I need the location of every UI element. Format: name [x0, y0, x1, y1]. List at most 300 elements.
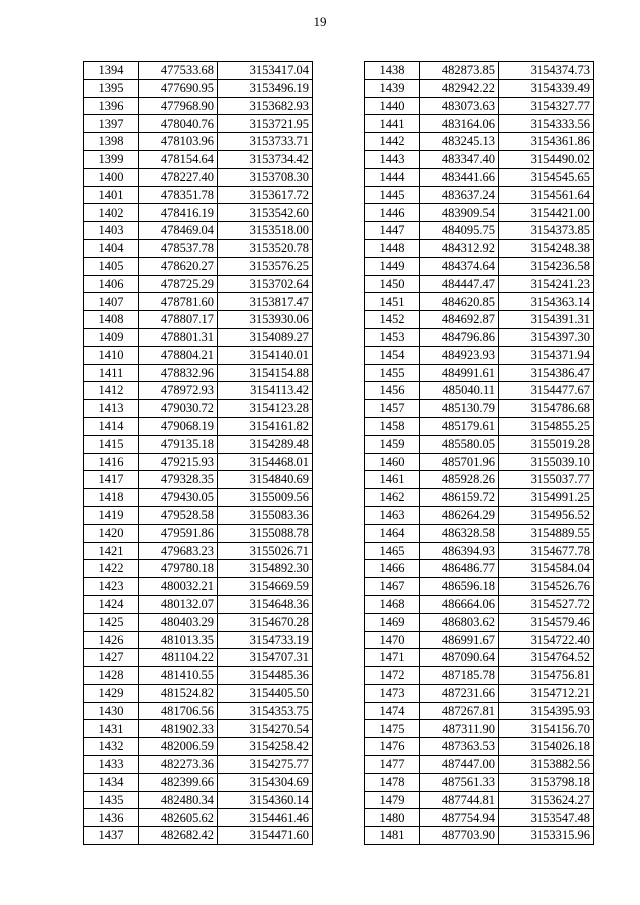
- x-coordinate-cell: 486991.67: [420, 631, 499, 649]
- x-coordinate-cell: 478351.78: [139, 186, 218, 204]
- y-coordinate-cell: 3155083.36: [218, 506, 313, 524]
- point-number-cell: 1409: [84, 328, 139, 346]
- point-number-cell: 1480: [365, 809, 420, 827]
- table-row: [365, 827, 594, 845]
- x-coordinate-cell: 480032.21: [139, 578, 218, 596]
- table-row: [365, 631, 594, 649]
- y-coordinate-cell: 3154236.58: [499, 257, 594, 275]
- x-coordinate-cell: 486394.93: [420, 542, 499, 560]
- table-row: [365, 578, 594, 596]
- x-coordinate-cell: 482942.22: [420, 79, 499, 97]
- x-coordinate-cell: 481013.35: [139, 631, 218, 649]
- x-coordinate-cell: 484447.47: [420, 275, 499, 293]
- x-coordinate-cell: 483073.63: [420, 97, 499, 115]
- point-number-cell: 1474: [365, 702, 420, 720]
- x-coordinate-cell: 481706.56: [139, 702, 218, 720]
- y-coordinate-cell: 3154327.77: [499, 97, 594, 115]
- y-coordinate-cell: 3154669.59: [218, 578, 313, 596]
- point-number-cell: 1397: [84, 115, 139, 133]
- point-number-cell: 1402: [84, 204, 139, 222]
- table-row: [84, 79, 313, 97]
- point-number-cell: 1473: [365, 684, 420, 702]
- point-number-cell: 1400: [84, 168, 139, 186]
- x-coordinate-cell: 483347.40: [420, 150, 499, 168]
- table-row: [365, 328, 594, 346]
- page-number: 19: [313, 14, 327, 29]
- x-coordinate-cell: 483164.06: [420, 115, 499, 133]
- point-number-cell: 1425: [84, 613, 139, 631]
- x-coordinate-cell: 481410.55: [139, 667, 218, 685]
- table-row: [84, 417, 313, 435]
- point-number-cell: 1417: [84, 471, 139, 489]
- y-coordinate-cell: 3154892.30: [218, 560, 313, 578]
- x-coordinate-cell: 487231.66: [420, 684, 499, 702]
- x-coordinate-cell: 479430.05: [139, 489, 218, 507]
- point-number-cell: 1396: [84, 97, 139, 115]
- y-coordinate-cell: 3154648.36: [218, 595, 313, 613]
- x-coordinate-cell: 487447.00: [420, 756, 499, 774]
- point-number-cell: 1450: [365, 275, 420, 293]
- y-coordinate-cell: 3154353.75: [218, 702, 313, 720]
- table-row: [365, 382, 594, 400]
- y-coordinate-cell: 3153708.30: [218, 168, 313, 186]
- table-row: [84, 560, 313, 578]
- y-coordinate-cell: 3154991.25: [499, 489, 594, 507]
- x-coordinate-cell: 484095.75: [420, 222, 499, 240]
- x-coordinate-cell: 477968.90: [139, 97, 218, 115]
- x-coordinate-cell: 479068.19: [139, 417, 218, 435]
- y-coordinate-cell: 3154373.85: [499, 222, 594, 240]
- y-coordinate-cell: 3154405.50: [218, 684, 313, 702]
- y-coordinate-cell: 3154712.21: [499, 684, 594, 702]
- point-number-cell: 1404: [84, 239, 139, 257]
- x-coordinate-cell: 482873.85: [420, 62, 499, 80]
- x-coordinate-cell: 478832.96: [139, 364, 218, 382]
- point-number-cell: 1421: [84, 542, 139, 560]
- y-coordinate-cell: 3154304.69: [218, 773, 313, 791]
- table-row: [365, 649, 594, 667]
- table-row: [365, 150, 594, 168]
- table-row: [365, 311, 594, 329]
- y-coordinate-cell: 3154089.27: [218, 328, 313, 346]
- y-coordinate-cell: 3154764.52: [499, 649, 594, 667]
- table-row: [365, 435, 594, 453]
- y-coordinate-cell: 3153817.47: [218, 293, 313, 311]
- x-coordinate-cell: 482399.66: [139, 773, 218, 791]
- x-coordinate-cell: 477690.95: [139, 79, 218, 97]
- x-coordinate-cell: 486596.18: [420, 578, 499, 596]
- x-coordinate-cell: 486664.06: [420, 595, 499, 613]
- table-row: [365, 417, 594, 435]
- point-number-cell: 1435: [84, 791, 139, 809]
- point-number-cell: 1470: [365, 631, 420, 649]
- x-coordinate-cell: 485701.96: [420, 453, 499, 471]
- point-number-cell: 1468: [365, 595, 420, 613]
- x-coordinate-cell: 487267.81: [420, 702, 499, 720]
- point-number-cell: 1411: [84, 364, 139, 382]
- table-row: [365, 542, 594, 560]
- x-coordinate-cell: 487311.90: [420, 720, 499, 738]
- y-coordinate-cell: 3154339.49: [499, 79, 594, 97]
- table-row: [84, 809, 313, 827]
- table-row: [84, 97, 313, 115]
- point-number-cell: 1465: [365, 542, 420, 560]
- y-coordinate-cell: 3154461.46: [218, 809, 313, 827]
- table-row: [365, 702, 594, 720]
- x-coordinate-cell: 477533.68: [139, 62, 218, 80]
- y-coordinate-cell: 3154756.81: [499, 667, 594, 685]
- x-coordinate-cell: 479030.72: [139, 400, 218, 418]
- point-number-cell: 1476: [365, 738, 420, 756]
- table-row: [365, 115, 594, 133]
- x-coordinate-cell: 478227.40: [139, 168, 218, 186]
- y-coordinate-cell: 3153518.00: [218, 222, 313, 240]
- point-number-cell: 1481: [365, 827, 420, 845]
- y-coordinate-cell: 3155019.28: [499, 435, 594, 453]
- point-number-cell: 1415: [84, 435, 139, 453]
- table-row: [365, 524, 594, 542]
- table-row: [84, 542, 313, 560]
- point-number-cell: 1458: [365, 417, 420, 435]
- y-coordinate-cell: 3154270.54: [218, 720, 313, 738]
- x-coordinate-cell: 485928.26: [420, 471, 499, 489]
- y-coordinate-cell: 3153682.93: [218, 97, 313, 115]
- x-coordinate-cell: 478620.27: [139, 257, 218, 275]
- coordinates-table-right: [364, 61, 594, 845]
- point-number-cell: 1477: [365, 756, 420, 774]
- table-row: [365, 471, 594, 489]
- point-number-cell: 1475: [365, 720, 420, 738]
- table-row: [365, 613, 594, 631]
- table-row: [365, 79, 594, 97]
- table-row: [84, 382, 313, 400]
- y-coordinate-cell: 3155037.77: [499, 471, 594, 489]
- y-coordinate-cell: 3154579.46: [499, 613, 594, 631]
- table-row: [84, 578, 313, 596]
- x-coordinate-cell: 485179.61: [420, 417, 499, 435]
- x-coordinate-cell: 484923.93: [420, 346, 499, 364]
- y-coordinate-cell: 3154156.70: [499, 720, 594, 738]
- y-coordinate-cell: 3153882.56: [499, 756, 594, 774]
- x-coordinate-cell: 483637.24: [420, 186, 499, 204]
- point-number-cell: 1403: [84, 222, 139, 240]
- point-number-cell: 1442: [365, 133, 420, 151]
- point-number-cell: 1462: [365, 489, 420, 507]
- y-coordinate-cell: 3154733.19: [218, 631, 313, 649]
- table-row: [365, 791, 594, 809]
- point-number-cell: 1454: [365, 346, 420, 364]
- table-row: [84, 275, 313, 293]
- x-coordinate-cell: 484374.64: [420, 257, 499, 275]
- y-coordinate-cell: 3154395.93: [499, 702, 594, 720]
- y-coordinate-cell: 3154477.67: [499, 382, 594, 400]
- point-number-cell: 1472: [365, 667, 420, 685]
- point-number-cell: 1414: [84, 417, 139, 435]
- y-coordinate-cell: 3154275.77: [218, 756, 313, 774]
- point-number-cell: 1408: [84, 311, 139, 329]
- x-coordinate-cell: 478537.78: [139, 239, 218, 257]
- point-number-cell: 1436: [84, 809, 139, 827]
- x-coordinate-cell: 487754.94: [420, 809, 499, 827]
- table-row: [365, 684, 594, 702]
- table-row: [365, 667, 594, 685]
- x-coordinate-cell: 478154.64: [139, 150, 218, 168]
- table-row: [365, 400, 594, 418]
- table-row: [84, 756, 313, 774]
- table-row: [84, 435, 313, 453]
- table-row: [84, 186, 313, 204]
- y-coordinate-cell: 3155026.71: [218, 542, 313, 560]
- x-coordinate-cell: 485130.79: [420, 400, 499, 418]
- point-number-cell: 1463: [365, 506, 420, 524]
- point-number-cell: 1427: [84, 649, 139, 667]
- y-coordinate-cell: 3154471.60: [218, 827, 313, 845]
- x-coordinate-cell: 478725.29: [139, 275, 218, 293]
- table-row: [84, 702, 313, 720]
- point-number-cell: 1432: [84, 738, 139, 756]
- y-coordinate-cell: 3154840.69: [218, 471, 313, 489]
- point-number-cell: 1444: [365, 168, 420, 186]
- table-row: [365, 595, 594, 613]
- x-coordinate-cell: 478972.93: [139, 382, 218, 400]
- point-number-cell: 1457: [365, 400, 420, 418]
- y-coordinate-cell: 3154363.14: [499, 293, 594, 311]
- point-number-cell: 1394: [84, 62, 139, 80]
- x-coordinate-cell: 484620.85: [420, 293, 499, 311]
- x-coordinate-cell: 479135.18: [139, 435, 218, 453]
- point-number-cell: 1429: [84, 684, 139, 702]
- point-number-cell: 1446: [365, 204, 420, 222]
- y-coordinate-cell: 3153496.19: [218, 79, 313, 97]
- x-coordinate-cell: 486264.29: [420, 506, 499, 524]
- y-coordinate-cell: 3155088.78: [218, 524, 313, 542]
- table-row: [84, 613, 313, 631]
- point-number-cell: 1453: [365, 328, 420, 346]
- table-row: [84, 204, 313, 222]
- x-coordinate-cell: 486328.58: [420, 524, 499, 542]
- point-number-cell: 1441: [365, 115, 420, 133]
- table-row: [84, 168, 313, 186]
- x-coordinate-cell: 479528.58: [139, 506, 218, 524]
- x-coordinate-cell: 482006.59: [139, 738, 218, 756]
- point-number-cell: 1469: [365, 613, 420, 631]
- x-coordinate-cell: 482480.34: [139, 791, 218, 809]
- y-coordinate-cell: 3154154.88: [218, 364, 313, 382]
- y-coordinate-cell: 3153520.78: [218, 239, 313, 257]
- y-coordinate-cell: 3153733.71: [218, 133, 313, 151]
- x-coordinate-cell: 484692.87: [420, 311, 499, 329]
- x-coordinate-cell: 484991.61: [420, 364, 499, 382]
- x-coordinate-cell: 478416.19: [139, 204, 218, 222]
- table-row: [365, 560, 594, 578]
- x-coordinate-cell: 483441.66: [420, 168, 499, 186]
- table-row: [365, 239, 594, 257]
- table-row: [84, 346, 313, 364]
- x-coordinate-cell: 484796.86: [420, 328, 499, 346]
- y-coordinate-cell: 3155039.10: [499, 453, 594, 471]
- x-coordinate-cell: 482682.42: [139, 827, 218, 845]
- point-number-cell: 1420: [84, 524, 139, 542]
- x-coordinate-cell: 486486.77: [420, 560, 499, 578]
- y-coordinate-cell: 3154289.48: [218, 435, 313, 453]
- point-number-cell: 1438: [365, 62, 420, 80]
- y-coordinate-cell: 3154371.94: [499, 346, 594, 364]
- table-row: [365, 168, 594, 186]
- point-number-cell: 1447: [365, 222, 420, 240]
- point-number-cell: 1406: [84, 275, 139, 293]
- y-coordinate-cell: 3154670.28: [218, 613, 313, 631]
- y-coordinate-cell: 3154889.55: [499, 524, 594, 542]
- table-row: [365, 809, 594, 827]
- y-coordinate-cell: 3154786.68: [499, 400, 594, 418]
- table-row: [84, 506, 313, 524]
- y-coordinate-cell: 3153798.18: [499, 773, 594, 791]
- table-row: [84, 471, 313, 489]
- table-row: [365, 186, 594, 204]
- table-row: [365, 738, 594, 756]
- x-coordinate-cell: 486803.62: [420, 613, 499, 631]
- point-number-cell: 1448: [365, 239, 420, 257]
- x-coordinate-cell: 478040.76: [139, 115, 218, 133]
- y-coordinate-cell: 3154468.01: [218, 453, 313, 471]
- y-coordinate-cell: 3154397.30: [499, 328, 594, 346]
- x-coordinate-cell: 487185.78: [420, 667, 499, 685]
- y-coordinate-cell: 3154485.36: [218, 667, 313, 685]
- y-coordinate-cell: 3153721.95: [218, 115, 313, 133]
- point-number-cell: 1437: [84, 827, 139, 845]
- y-coordinate-cell: 3154140.01: [218, 346, 313, 364]
- point-number-cell: 1471: [365, 649, 420, 667]
- point-number-cell: 1428: [84, 667, 139, 685]
- y-coordinate-cell: 3154584.04: [499, 560, 594, 578]
- y-coordinate-cell: 3153734.42: [218, 150, 313, 168]
- point-number-cell: 1398: [84, 133, 139, 151]
- point-number-cell: 1445: [365, 186, 420, 204]
- table-row: [365, 133, 594, 151]
- y-coordinate-cell: 3154956.52: [499, 506, 594, 524]
- point-number-cell: 1434: [84, 773, 139, 791]
- table-row: [84, 293, 313, 311]
- table-row: [84, 791, 313, 809]
- point-number-cell: 1443: [365, 150, 420, 168]
- table-row: [84, 684, 313, 702]
- table-row: [84, 720, 313, 738]
- table-row: [84, 222, 313, 240]
- y-coordinate-cell: 3154677.78: [499, 542, 594, 560]
- point-number-cell: 1426: [84, 631, 139, 649]
- y-coordinate-cell: 3154561.64: [499, 186, 594, 204]
- point-number-cell: 1422: [84, 560, 139, 578]
- table-row: [84, 133, 313, 151]
- y-coordinate-cell: 3154526.76: [499, 578, 594, 596]
- x-coordinate-cell: 478103.96: [139, 133, 218, 151]
- point-number-cell: 1433: [84, 756, 139, 774]
- point-number-cell: 1405: [84, 257, 139, 275]
- point-number-cell: 1430: [84, 702, 139, 720]
- point-number-cell: 1410: [84, 346, 139, 364]
- table-row: [365, 62, 594, 80]
- point-number-cell: 1464: [365, 524, 420, 542]
- point-number-cell: 1395: [84, 79, 139, 97]
- point-number-cell: 1431: [84, 720, 139, 738]
- x-coordinate-cell: 482273.36: [139, 756, 218, 774]
- table-row: [84, 595, 313, 613]
- x-coordinate-cell: 479591.86: [139, 524, 218, 542]
- y-coordinate-cell: 3155009.56: [218, 489, 313, 507]
- x-coordinate-cell: 479328.35: [139, 471, 218, 489]
- x-coordinate-cell: 485040.11: [420, 382, 499, 400]
- point-number-cell: 1459: [365, 435, 420, 453]
- y-coordinate-cell: 3154113.42: [218, 382, 313, 400]
- table-row: [365, 204, 594, 222]
- point-number-cell: 1413: [84, 400, 139, 418]
- y-coordinate-cell: 3154391.31: [499, 311, 594, 329]
- x-coordinate-cell: 483245.13: [420, 133, 499, 151]
- coordinates-table-left: [83, 61, 313, 845]
- table-row: [365, 257, 594, 275]
- x-coordinate-cell: 480403.29: [139, 613, 218, 631]
- x-coordinate-cell: 478804.21: [139, 346, 218, 364]
- table-row: [84, 62, 313, 80]
- x-coordinate-cell: 483909.54: [420, 204, 499, 222]
- y-coordinate-cell: 3154707.31: [218, 649, 313, 667]
- table-row: [84, 257, 313, 275]
- y-coordinate-cell: 3154374.73: [499, 62, 594, 80]
- y-coordinate-cell: 3153417.04: [218, 62, 313, 80]
- table-row: [84, 649, 313, 667]
- point-number-cell: 1416: [84, 453, 139, 471]
- x-coordinate-cell: 487561.33: [420, 773, 499, 791]
- point-number-cell: 1479: [365, 791, 420, 809]
- x-coordinate-cell: 486159.72: [420, 489, 499, 507]
- x-coordinate-cell: 487090.64: [420, 649, 499, 667]
- y-coordinate-cell: 3153547.48: [499, 809, 594, 827]
- y-coordinate-cell: 3154722.40: [499, 631, 594, 649]
- x-coordinate-cell: 480132.07: [139, 595, 218, 613]
- point-number-cell: 1423: [84, 578, 139, 596]
- table-row: [365, 506, 594, 524]
- y-coordinate-cell: 3154490.02: [499, 150, 594, 168]
- table-row: [84, 400, 313, 418]
- y-coordinate-cell: 3154361.86: [499, 133, 594, 151]
- y-coordinate-cell: 3154248.38: [499, 239, 594, 257]
- table-row: [365, 293, 594, 311]
- x-coordinate-cell: 478807.17: [139, 311, 218, 329]
- point-number-cell: 1451: [365, 293, 420, 311]
- point-number-cell: 1461: [365, 471, 420, 489]
- y-coordinate-cell: 3153542.60: [218, 204, 313, 222]
- x-coordinate-cell: 485580.05: [420, 435, 499, 453]
- y-coordinate-cell: 3154026.18: [499, 738, 594, 756]
- table-row: [84, 827, 313, 845]
- y-coordinate-cell: 3154855.25: [499, 417, 594, 435]
- y-coordinate-cell: 3153315.96: [499, 827, 594, 845]
- point-number-cell: 1466: [365, 560, 420, 578]
- x-coordinate-cell: 479780.18: [139, 560, 218, 578]
- point-number-cell: 1440: [365, 97, 420, 115]
- table-row: [365, 720, 594, 738]
- table-row: [84, 311, 313, 329]
- y-coordinate-cell: 3154421.00: [499, 204, 594, 222]
- y-coordinate-cell: 3154161.82: [218, 417, 313, 435]
- table-row: [84, 489, 313, 507]
- point-number-cell: 1467: [365, 578, 420, 596]
- x-coordinate-cell: 487744.81: [420, 791, 499, 809]
- table-row: [365, 364, 594, 382]
- point-number-cell: 1407: [84, 293, 139, 311]
- y-coordinate-cell: 3154386.47: [499, 364, 594, 382]
- table-row: [365, 453, 594, 471]
